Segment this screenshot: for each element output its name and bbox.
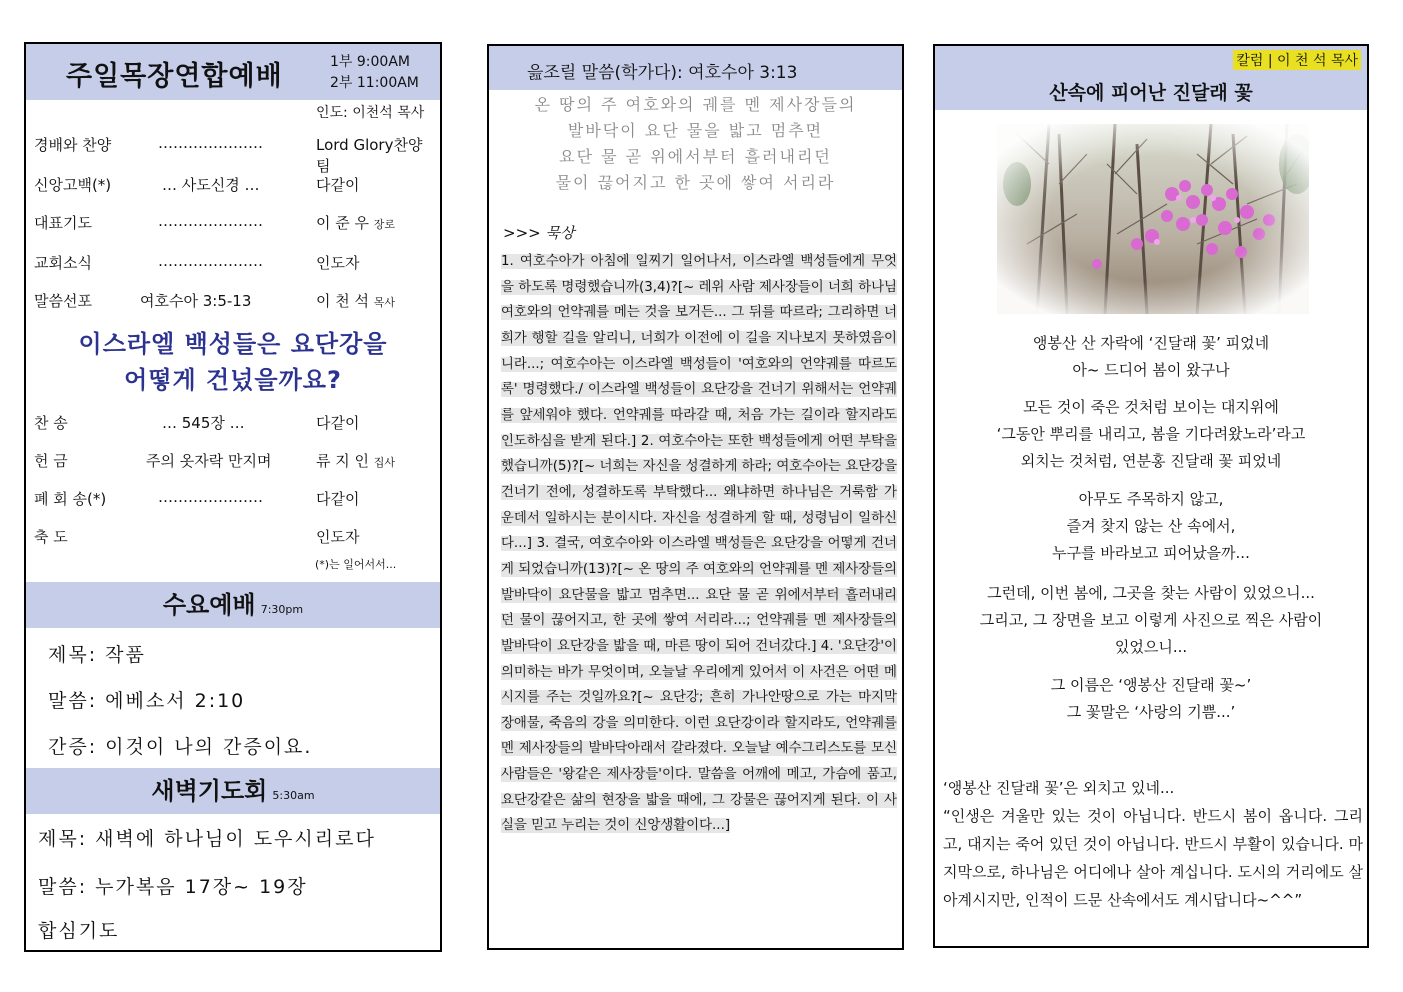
person-title: 집사 [373, 456, 396, 469]
poem-line: 앵봉산 산 자락에 ‘진달래 꽃’ 피었네 [1032, 334, 1270, 352]
meditation-heading [503, 222, 574, 243]
wednesday-title: 수요예배 [162, 591, 256, 619]
verse-line: 발바닥이 요단 물을 밟고 멈추면 [567, 121, 824, 140]
poem-line: 누구를 바라보고 피어났을까... [1052, 544, 1250, 562]
service-header [26, 44, 440, 100]
order-row [34, 134, 434, 175]
order-name: 신앙고백(*) [34, 176, 112, 194]
poem-line: 그 꽃말은 ‘사랑의 기쁨...’ [1066, 703, 1236, 721]
person-name: 류 지 인 [316, 452, 370, 470]
order-row [34, 212, 434, 236]
order-content: 여호수아 3:5-13 [140, 292, 252, 310]
order-person: 다같이 [316, 414, 360, 432]
column-panel [933, 44, 1369, 948]
poem-line: 외치는 것처럼, 연분홍 진달래 꽃 피었네 [1020, 452, 1282, 470]
service-times [330, 52, 419, 94]
scripture-title: 읊조릴 말씀(학가다): 여호수아 3:13 [527, 63, 798, 83]
dawn-header [26, 768, 440, 814]
order-content: ………………… [158, 252, 263, 270]
wednesday-header [26, 582, 440, 628]
order-row [34, 252, 434, 276]
order-name: 대표기도 [34, 214, 92, 232]
poem-line: 그런데, 이번 봄에, 그곳을 찾는 사람이 있었으니... [987, 584, 1315, 602]
person-title: 장로 [373, 218, 396, 231]
person-name: 이 준 우 [316, 214, 370, 232]
order-name: 말씀선포 [34, 292, 92, 310]
order-person [316, 290, 395, 311]
dawn-scripture: 말씀: 누가복음 17장~ 19장 [38, 876, 308, 898]
order-row [34, 488, 434, 512]
verse-line: 온 땅의 주 여호와의 궤를 멘 제사장들의 [534, 95, 857, 114]
order-row [34, 526, 434, 550]
poem-line: 모든 것이 죽은 것처럼 보이는 대지위에 [1023, 398, 1279, 416]
poem-line: 아~ 드디어 봄이 왔구나 [1072, 361, 1230, 379]
sermon-title [26, 326, 440, 398]
order-person: 다같이 [316, 176, 360, 194]
order-person: 인도자 [316, 254, 360, 272]
order-row [34, 174, 434, 198]
dawn-title: 새벽기도회 [151, 777, 268, 805]
quote-text: “인생은 겨울만 있는 것이 아닙니다. 반드시 봄이 옵니다. 그리고, 대지는 죽어 있던 것이 아닙니다. 반드시 부활이 있습니다. 마지막으로, 하나님은 어디에나 살아 계십니다. 도시의 거리에도 살아계시지만, 인적이 드문 산속에서도 계시답니다~^^” [943, 807, 1363, 909]
dawn-subject: 제목: 새벽에 하나님이 도우시리로다 [38, 828, 376, 850]
order-content: ………………… [158, 134, 263, 152]
order-content: … 사도신경 … [162, 176, 260, 194]
column-author-tag: 칼럼 | 이 천 석 목사 [1233, 50, 1361, 70]
wednesday-subject: 제목: 작품 [48, 644, 146, 666]
order-person: 인도자 [316, 528, 360, 546]
order-name: 경배와 찬양 [34, 136, 112, 154]
column-header [935, 46, 1367, 110]
dawn-prayer: 합심기도 [38, 920, 120, 942]
poem-stanza [935, 580, 1367, 661]
poem-line: ‘그동안 뿌리를 내리고, 봄을 기다려왔노라’라고 [996, 425, 1306, 443]
order-content: ………………… [158, 212, 263, 230]
wednesday-testimony: 간증: 이것이 나의 간증이요. [48, 736, 313, 758]
order-name: 헌 금 [34, 452, 68, 470]
order-person [316, 450, 395, 471]
order-name: 폐 회 송(*) [34, 490, 107, 508]
sermon-title-line-2: 어떻게 건넜을까요? [124, 366, 342, 394]
scripture-panel [487, 44, 904, 950]
order-name: 찬 송 [34, 414, 68, 432]
poem-line: 그 이름은 ‘앵봉산 진달래 꽃~’ [1050, 676, 1252, 694]
poem-line: 즐겨 찾지 않는 산 속에서, [1066, 517, 1236, 535]
poem-stanza [935, 486, 1367, 567]
wednesday-time: 7:30pm [260, 603, 304, 616]
order-name: 교회소식 [34, 254, 92, 272]
poem-stanza [935, 394, 1367, 475]
dawn-time: 5:30am [272, 789, 315, 802]
service-time-1: 1부 9:00AM [330, 54, 410, 70]
service-leader: 인도: 이천석 목사 [316, 105, 425, 121]
poem-stanza [935, 672, 1367, 726]
person-title: 목사 [373, 296, 396, 309]
order-content: … 545장 … [162, 414, 245, 432]
column-quote [943, 774, 1363, 914]
order-row [34, 290, 434, 314]
meditation-arrow: >>> [503, 224, 546, 242]
order-person: Lord Glory찬양팀 [316, 136, 423, 175]
scripture-header [489, 46, 902, 90]
azalea-photo-icon [997, 124, 1309, 314]
column-title: 산속에 피어난 진달래 꽃 [1049, 82, 1253, 104]
poem-line: 그리고, 그 장면을 보고 이렇게 사진으로 찍은 사람이 [979, 611, 1323, 629]
standing-note: (*)는 일어서서... [315, 558, 397, 571]
poem-line: 아무도 주목하지 않고, [1078, 490, 1224, 508]
wednesday-scripture: 말씀: 에베소서 2:10 [48, 690, 246, 712]
order-name: 축 도 [34, 528, 68, 546]
order-content: 주의 옷자락 만지며 [146, 452, 272, 470]
order-person [316, 212, 395, 233]
verse-line: 물이 끊어지고 한 곳에 쌓여 서리라 [555, 173, 836, 192]
order-row [34, 412, 434, 436]
order-person: 다같이 [316, 490, 360, 508]
memory-verse [489, 92, 902, 196]
worship-order-panel [24, 42, 442, 952]
meditation-label: 묵상 [545, 224, 575, 242]
sermon-title-line-1: 이스라엘 백성들은 요단강을 [78, 330, 388, 358]
quote-intro: ‘앵봉산 진달래 꽃’은 외치고 있네... [943, 779, 1175, 797]
order-content: ………………… [158, 488, 263, 506]
person-name: 이 천 석 [316, 292, 370, 310]
service-title: 주일목장연합예배 [66, 61, 283, 92]
order-row [34, 450, 434, 474]
meditation-text: 1. 여호수아가 아침에 일찌기 일어나서, 이스라엘 백성들에게 무엇을 하도록 명령했습니까(3,4)?[~ 레위 사람 제사장들이 너희 하나님 여호와의 언약궤를 메는 것을 보거든... 그 뒤를 따르라; 그리하면 너희가 행할 길을 알리니, 너희가 이전에 이 길을 지나보지 못하였음이니라...; 여호수아는 이스라엘 백성들이 '여호와의 언약궤를 따르도록' 명령했다./ 이스라엘 백성들이 요단강을 건너기 위해서는 언약궤를 앞세워야 했다. 언약궤를 따라갈 때, 처음 가는 길이라 할지라도 인도하심을 받게 된다.] 2. 여호수아는 또한 백성들에게 어떤 부탁을 했습니까(5)?[~ 너희는 자신을 성결하게 하라; 여호수아는 요단강을 건너기 전에, 성결하도록 부탁했다... 왜냐하면 하나님은 거룩함 가운데서 일하시는 분이시다. 자신을 성결하게 할 때, 성령님이 일하신다...] 3. 결국, 여호수아와 이스라엘 백성들은 요단강을 어떻게 건너게 되었습니까(13)?[~ 온 땅의 주 여호와의 언약궤를 멘 제사장들의 발바닥이 요단물을 밟고 멈추면... 요단 물 곧 위에서부터 흘러내리던 물이 끊어지고, 한 곳에 쌓여 서리라...; 언약궤를 멘 제사장들의 발바닥이 요단강을 밟을 때, 마른 땅이 되어 건너갔다.] 4. '요단강'이 의미하는 바가 무엇이며, 오늘날 우리에게 있어서 이 사건은 어떤 메시지를 주는 것일까요?[~ 요단강; 흔히 가나안땅으로 가는 마지막 장애물, 죽음의 강을 의미한다. 이런 요단강이라 할지라도, 언약궤를 멘 제사장들의 발바닥아래서 갈라졌다. 오늘날 예수그리스도를 모신 사람들은 '왕같은 제사장들'이다. 말씀을 어깨에 메고, 가슴에 품고, 요단강같은 삶의 현장을 밟을 때에, 그 강물은 끊어지게 된다. 이 사실을 믿고 누리는 것이 신앙생활이다...] [501, 254, 897, 834]
verse-line: 요단 물 곧 위에서부터 흘러내리던 [559, 147, 832, 166]
poem-line: 있었으니... [1114, 638, 1188, 656]
poem-stanza [935, 330, 1367, 384]
meditation-body [501, 249, 897, 839]
service-time-2: 2부 11:00AM [330, 75, 419, 91]
